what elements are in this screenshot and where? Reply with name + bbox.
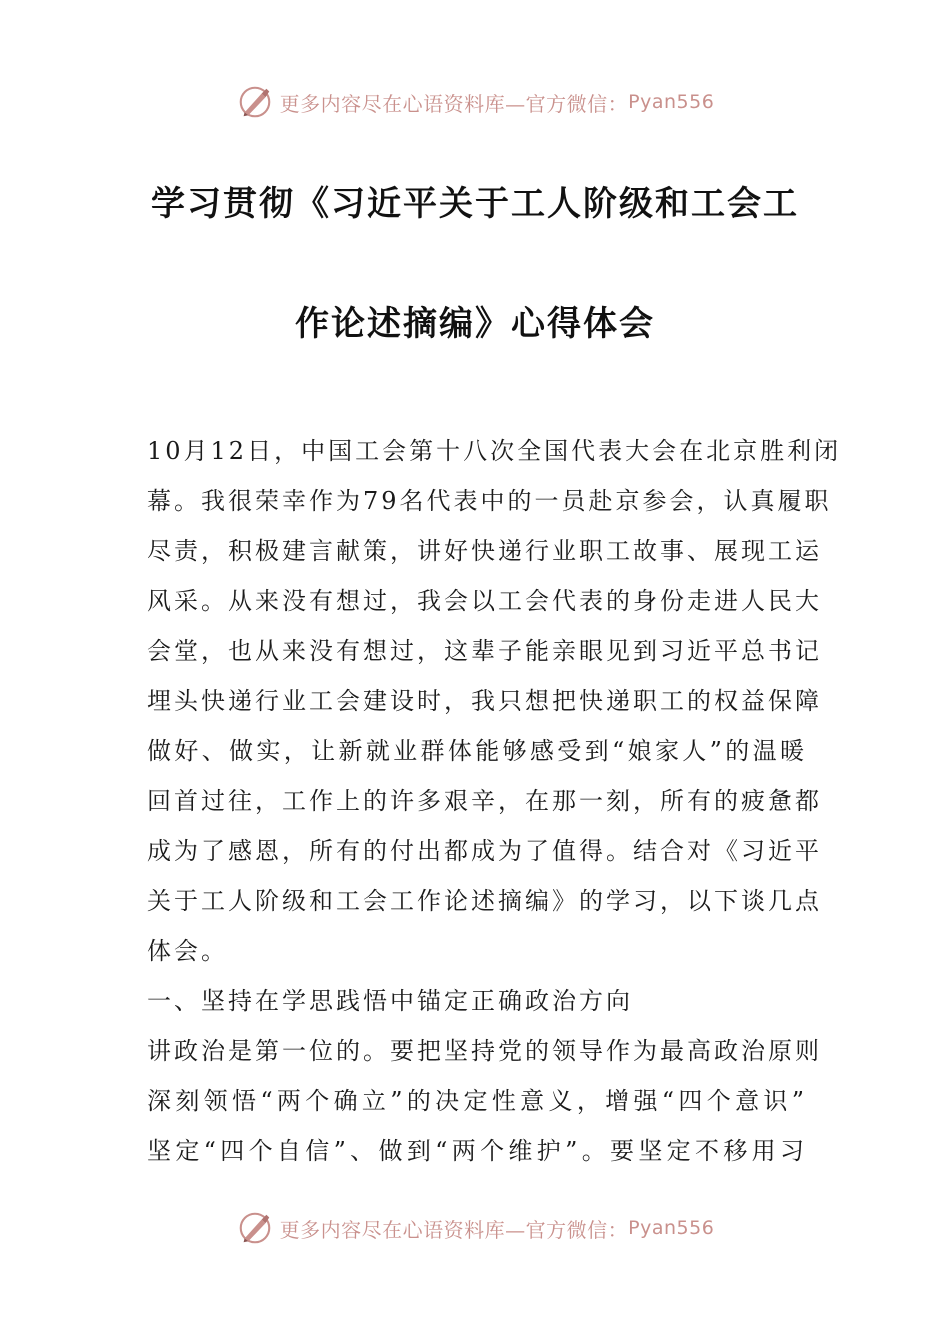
body-line: 讲政治是第一位的。要把坚持党的领导作为最高政治原则 [147,1037,822,1065]
watermark-wechat-id: Pyan556 [628,91,715,113]
header-watermark [0,80,950,124]
section-heading: 一、坚持在学思践悟中锚定正确政治方向 [147,987,633,1015]
body-line: 尽责，积极建言献策，讲好快递行业职工故事、展现工运 [147,537,822,565]
footer-watermark [0,1206,950,1250]
watermark-text: 更多内容尽在心语资料库—官方微信： [279,91,629,116]
pen-logo-icon [236,1209,274,1247]
body-line: 埋头快递行业工会建设时，我只想把快递职工的权益保障 [147,687,822,715]
document-title-line-1: 学习贯彻《习近平关于工人阶级和工会工 [151,184,799,224]
body-line: 体会。 [147,937,228,965]
body-line: 深刻领悟“两个确立”的决定性意义，增强“四个意识” [147,1087,807,1115]
watermark-wechat-id: Pyan556 [628,1217,715,1239]
body-line: 成为了感恩，所有的付出都成为了值得。结合对《习近平 [147,837,822,865]
document-body [147,426,842,1176]
pen-logo-icon [236,83,274,121]
body-line: 风采。从来没有想过，我会以工会代表的身份走进人民大 [147,587,822,615]
document-title-line-2: 作论述摘编》心得体会 [295,304,655,344]
body-line: 会堂，也从来没有想过，这辈子能亲眼见到习近平总书记 [147,637,822,665]
body-line: 回首过往，工作上的许多艰辛，在那一刻，所有的疲惫都 [147,787,822,815]
body-line: 关于工人阶级和工会工作论述摘编》的学习，以下谈几点 [147,887,822,915]
body-line: 幕。我很荣幸作为79名代表中的一员赴京参会，认真履职 [147,487,832,515]
body-line: 做好、做实，让新就业群体能够感受到“娘家人”的温暖 [147,737,807,765]
body-line: 10月12日，中国工会第十八次全国代表大会在北京胜利闭 [147,437,842,465]
watermark-text: 更多内容尽在心语资料库—官方微信： [279,1217,629,1242]
body-line: 坚定“四个自信”、做到“两个维护”。要坚定不移用习 [147,1137,807,1165]
